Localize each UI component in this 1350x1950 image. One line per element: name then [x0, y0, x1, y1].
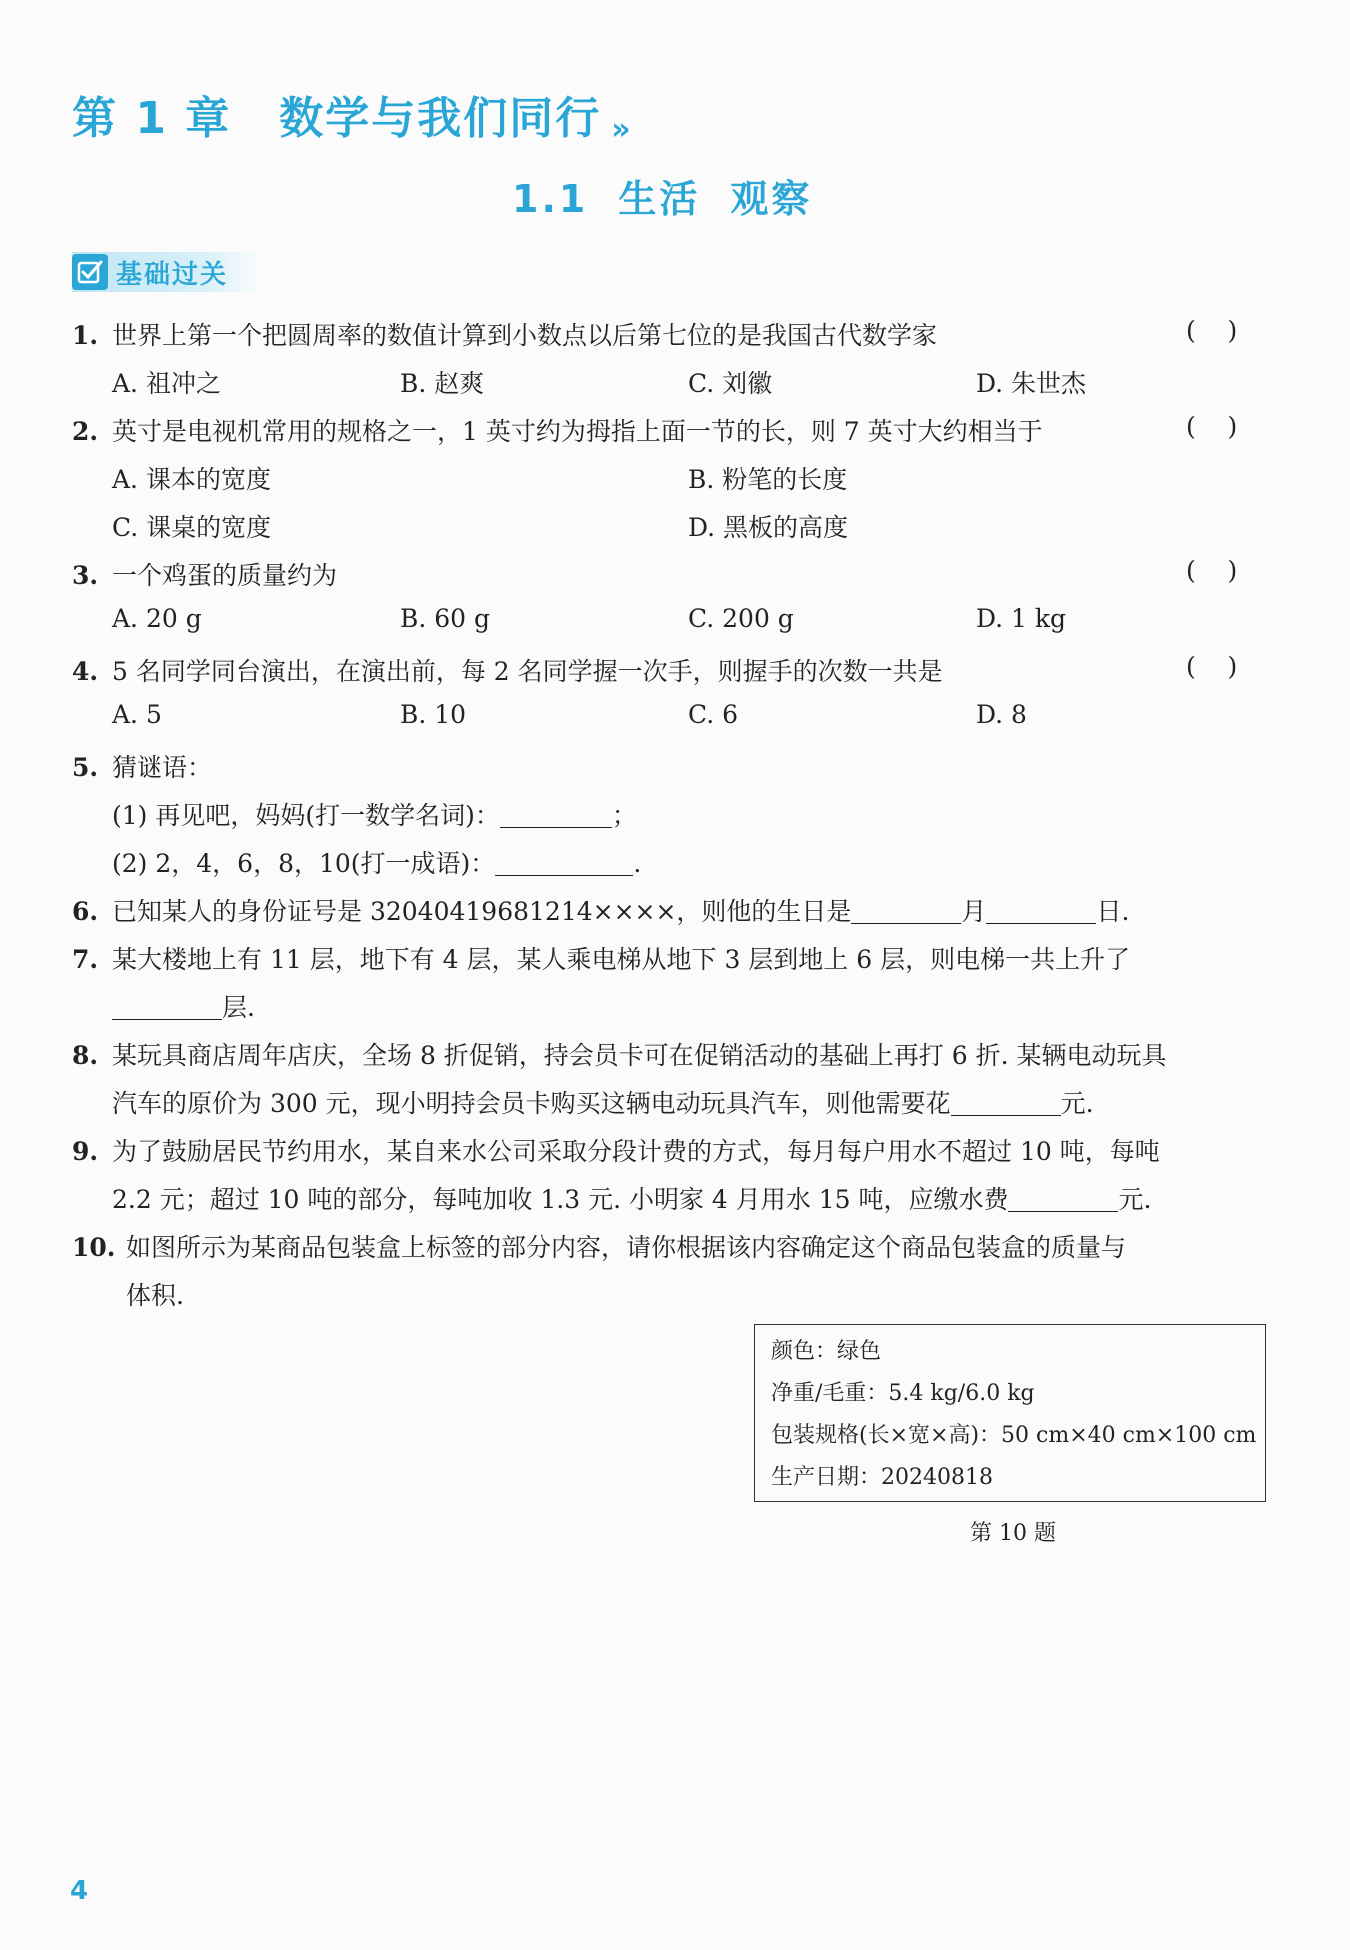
unit-label: 元.: [1060, 1089, 1094, 1118]
question-6: [72, 892, 1129, 928]
answer-blank[interactable]: [495, 849, 633, 876]
badge-label: 基础过关: [116, 259, 229, 290]
answer-blank[interactable]: [951, 1089, 1061, 1116]
question-text: 某玩具商店周年店庆，全场 8 折促销，持会员卡可在促销活动的基础上再打 6 折. 某辆电动玩具: [112, 1041, 1167, 1070]
punctuation: .: [633, 849, 642, 878]
figure-caption: 第 10 题: [970, 1521, 1056, 1546]
question-10: [72, 1228, 1126, 1264]
riddle-1: [112, 796, 637, 832]
question-number: 10.: [72, 1233, 116, 1262]
page-number: 4: [70, 1876, 89, 1906]
day-blank[interactable]: [986, 897, 1096, 924]
question-number: 9.: [72, 1137, 99, 1166]
option-a: A. 20 g: [112, 604, 202, 633]
section-heading: [512, 168, 812, 223]
option-c: C. 200 g: [688, 604, 794, 633]
question-1: [72, 316, 937, 352]
question-text: 已知某人的身份证号是 32040419681214××××，则他的生日是: [112, 897, 852, 926]
option-a: A. 课本的宽度: [112, 465, 271, 494]
question-number: 8.: [72, 1041, 99, 1070]
unit-label: 层.: [222, 993, 255, 1022]
question-8-line-2: [112, 1084, 1094, 1120]
question-10-line-2: 体积.: [126, 1281, 184, 1310]
question-text: 汽车的原价为 300 元，现小明持会员卡购买这辆电动玩具汽车，则他需要花: [112, 1089, 951, 1118]
answer-blank[interactable]: [500, 801, 612, 828]
option-a: A. 祖冲之: [112, 369, 221, 398]
answer-parentheses: ( ): [1186, 556, 1238, 585]
unit-label: 元.: [1118, 1185, 1152, 1214]
answer-blank[interactable]: [112, 993, 222, 1020]
question-text: 2.2 元；超过 10 吨的部分，每吨加收 1.3 元. 小明家 4 月用水 15 吨，应缴水费: [112, 1185, 1009, 1214]
question-number: 3.: [72, 561, 99, 590]
question-text: 如图所示为某商品包装盒上标签的部分内容，请你根据该内容确定这个商品包装盒的质量与: [126, 1233, 1127, 1262]
question-number: 2.: [72, 417, 99, 446]
riddle-2: [112, 844, 641, 880]
question-text: 为了鼓励居民节约用水，某自来水公司采取分段计费的方式，每月每户用水不超过 10 吨，每吨: [112, 1137, 1160, 1166]
question-8: [72, 1036, 1167, 1072]
day-label: 日.: [1096, 897, 1130, 926]
option-c: C. 6: [688, 700, 739, 729]
month-blank[interactable]: [851, 897, 961, 924]
question-9: [72, 1132, 1160, 1168]
checkbox-icon: [72, 254, 108, 290]
option-a: A. 5: [112, 700, 162, 729]
question-text: 世界上第一个把圆周率的数值计算到小数点以后第七位的是我国古代数学家: [112, 321, 938, 350]
question-number: 4.: [72, 657, 99, 686]
question-number: 1.: [72, 321, 99, 350]
question-text: 猜谜语：: [112, 753, 213, 782]
question-text: 一个鸡蛋的质量约为: [112, 561, 338, 590]
option-b: B. 10: [400, 700, 467, 729]
question-text: 5 名同学同台演出，在演出前，每 2 名同学握一次手，则握手的次数一共是: [112, 657, 943, 686]
option-d: D. 1 kg: [976, 604, 1067, 633]
month-label: 月: [961, 897, 987, 926]
option-d: D. 朱世杰: [976, 369, 1087, 398]
option-b: B. 粉笔的长度: [688, 465, 848, 494]
chapter-heading: [72, 82, 625, 147]
question-2: [72, 412, 1043, 448]
double-chevron-icon: »: [611, 112, 625, 147]
option-c: C. 刘徽: [688, 369, 773, 398]
section-title-part-a: 生活: [618, 177, 701, 221]
section-title-part-b: 观察: [730, 177, 813, 221]
question-5: [72, 748, 212, 784]
question-number: 5.: [72, 753, 99, 782]
answer-parentheses: ( ): [1186, 316, 1238, 345]
option-b: B. 赵爽: [400, 369, 485, 398]
question-number: 6.: [72, 897, 99, 926]
label-dimensions: 包装规格(长×宽×高)：50 cm×40 cm×100 cm: [771, 1423, 1257, 1448]
answer-parentheses: ( ): [1186, 412, 1238, 441]
option-b: B. 60 g: [400, 604, 491, 633]
answer-blank[interactable]: [1008, 1185, 1118, 1212]
label-color: 颜色：绿色: [771, 1339, 882, 1364]
option-d: D. 黑板的高度: [688, 513, 849, 542]
chapter-number: 第 1 章: [72, 93, 232, 144]
chapter-title: 数学与我们同行: [279, 93, 602, 144]
riddle-text: (1) 再见吧，妈妈(打一数学名词)：: [112, 801, 500, 830]
product-label-box: [754, 1324, 1266, 1502]
question-7-line-2: [112, 988, 255, 1024]
question-3: [72, 556, 337, 592]
section-number: 1.1: [512, 177, 589, 221]
punctuation: ；: [611, 801, 637, 830]
question-text: 英寸是电视机常用的规格之一，1 英寸约为拇指上面一节的长，则 7 英寸大约相当于: [112, 417, 1043, 446]
option-d: D. 8: [976, 700, 1027, 729]
question-text: 某大楼地上有 11 层，地下有 4 层，某人乘电梯从地下 3 层到地上 6 层，则电梯一共上升了: [112, 945, 1131, 974]
option-c: C. 课桌的宽度: [112, 513, 272, 542]
label-weight: 净重/毛重：5.4 kg/6.0 kg: [771, 1381, 1035, 1406]
answer-parentheses: ( ): [1186, 652, 1238, 681]
question-number: 7.: [72, 945, 99, 974]
label-production-date: 生产日期：20240818: [771, 1465, 993, 1490]
question-4: [72, 652, 943, 688]
question-9-line-2: [112, 1180, 1151, 1216]
basics-badge: [72, 252, 262, 292]
riddle-text: (2) 2，4，6，8，10(打一成语)：: [112, 849, 496, 878]
question-7: [72, 940, 1130, 976]
